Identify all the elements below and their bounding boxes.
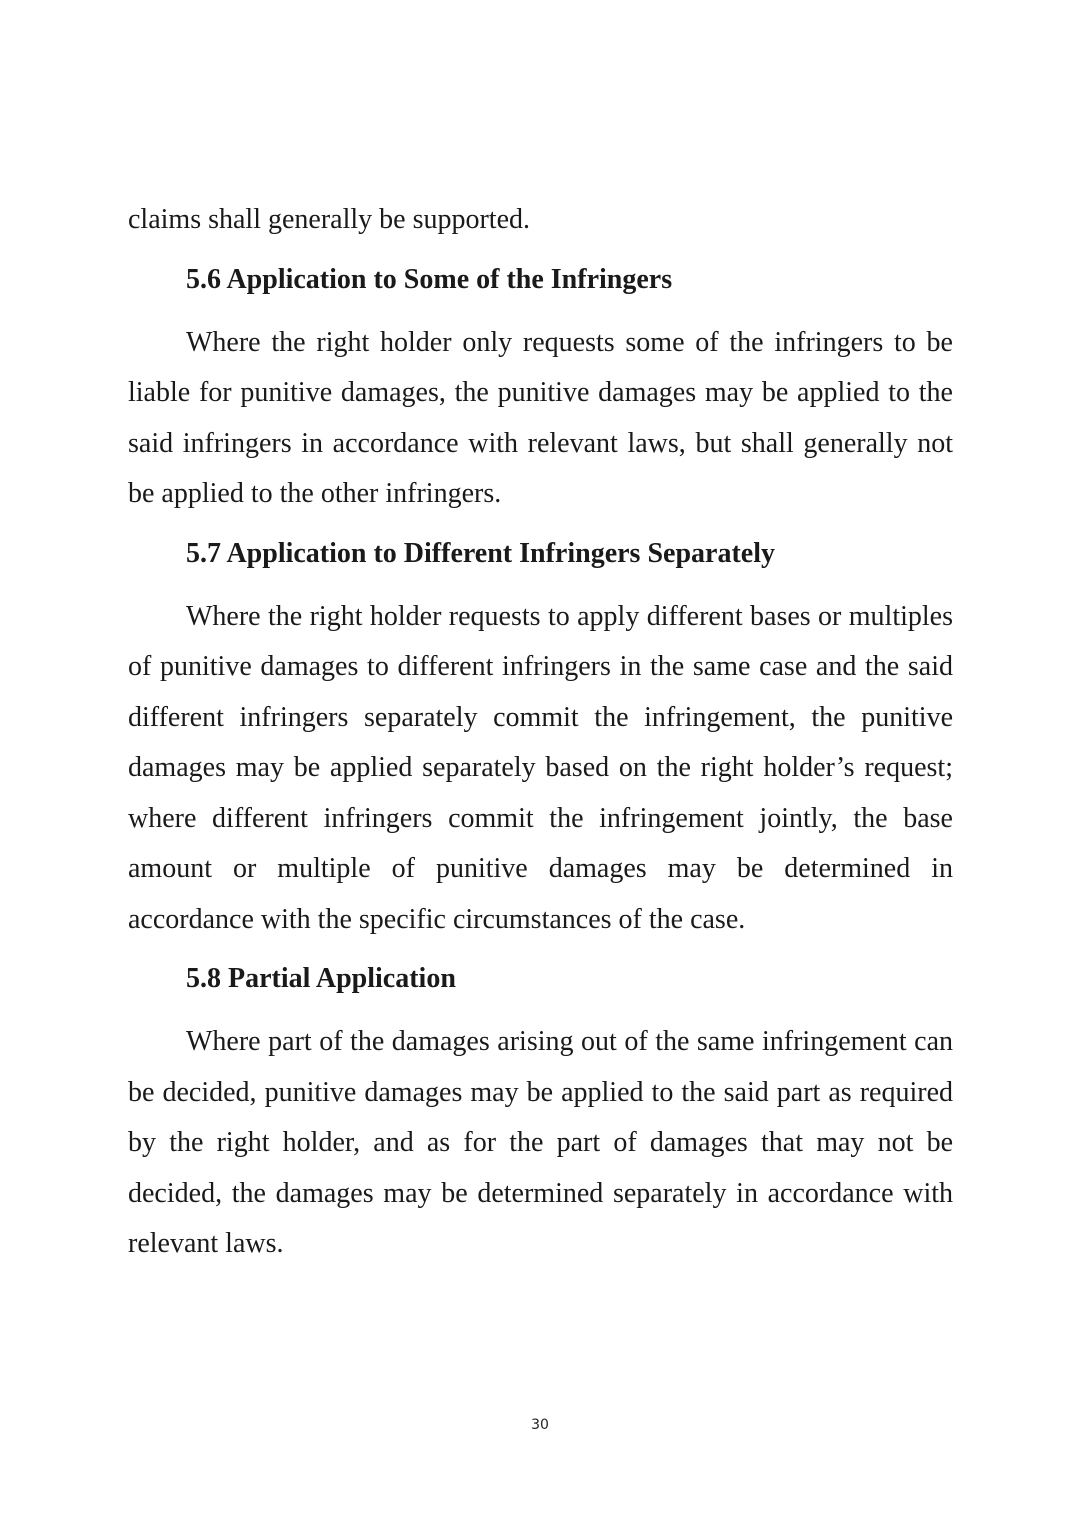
section-body-5-6: Where the right holder only requests some of the infringers to be liable for punitive damages, the punitive damages may be applied to the said infringers in accordance with relevant laws, but shall generally not be applied to the other infringers. bbox=[128, 326, 953, 509]
section-body-5-7: Where the right holder requests to apply different bases or multiples of punitive damages to different infringers in the same case and the said different infringers separately commit the infringement, the punitive damages may be applied separately based on the right holder’s request; where different infringers commit the infringement jointly, the base amount or multiple of punitive damages may be determined in accordance with the specific circumstances of the case. bbox=[128, 600, 953, 935]
page-number: 30 bbox=[531, 1417, 549, 1433]
section-heading-5-8: 5.8 Partial Application bbox=[186, 963, 456, 994]
continuation-paragraph: claims shall generally be supported. bbox=[128, 204, 530, 235]
section-heading-5-6: 5.6 Application to Some of the Infringers bbox=[186, 263, 673, 295]
section-body-5-8: Where part of the damages arising out of the same infringement can be decided, punitive damages may be applied to the said part as required by the right holder, and as for the part of damages that may not be decided, the damages may be determined separately in accordance with relevant laws. bbox=[128, 1026, 953, 1259]
page-content bbox=[128, 195, 953, 1284]
section-heading-5-7: 5.7 Application to Different Infringers Separately bbox=[186, 537, 775, 569]
